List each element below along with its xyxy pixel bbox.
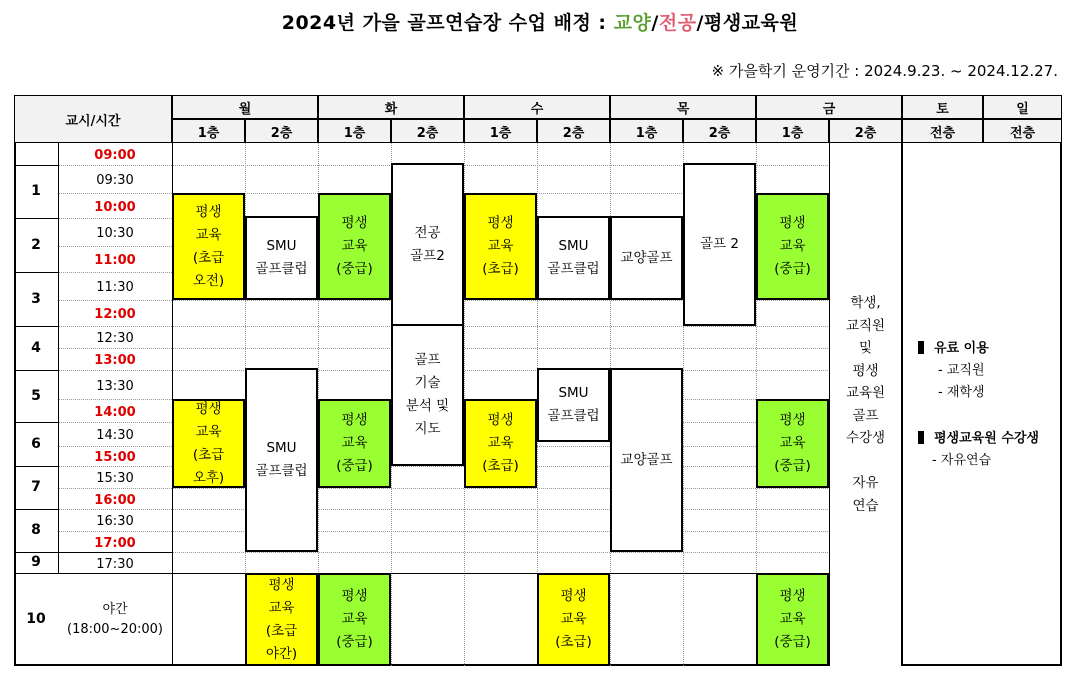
class-block	[391, 163, 464, 326]
time-label: 14:30	[96, 428, 134, 443]
grid-line	[58, 552, 902, 553]
period-number: 5	[31, 388, 41, 404]
class-block-line: 평생	[560, 588, 587, 604]
class-block	[318, 193, 391, 300]
class-block-line: (초급	[265, 622, 298, 639]
class-block-line: (중급)	[336, 458, 373, 474]
grid-line	[58, 165, 902, 166]
class-block	[537, 573, 610, 666]
time-label: 13:00	[94, 353, 136, 368]
class-block-line: (초급	[192, 446, 225, 463]
class-block-line: SMU	[266, 238, 297, 254]
class-block-line: 교육	[268, 599, 295, 616]
class-block-line: 평생	[779, 588, 806, 604]
title-cat-major: 전공	[658, 12, 697, 34]
class-block-line: 기술	[414, 375, 441, 391]
class-block-line: (초급)	[555, 634, 592, 650]
class-block	[245, 216, 318, 300]
grid-line	[58, 348, 902, 349]
class-block	[756, 573, 829, 666]
class-block-line: 야간)	[265, 645, 298, 662]
note-practice	[932, 450, 991, 472]
period-number: 7	[31, 479, 41, 495]
period-number: 9	[31, 554, 41, 570]
period-number: 10	[26, 611, 46, 627]
note-student-text: - 재학생	[938, 385, 985, 400]
free-practice-line: 평생	[852, 362, 879, 379]
free-practice-line: 및	[858, 340, 873, 356]
time-label: 12:00	[94, 307, 136, 322]
class-block-line: 교육	[779, 435, 806, 451]
title-sep: /	[651, 12, 659, 34]
class-block-line: 교육	[195, 226, 222, 243]
class-block-line: 분석 및	[405, 398, 450, 414]
free-practice-line: 수강생	[845, 430, 886, 446]
class-block	[245, 573, 318, 666]
class-block-line: 평생	[487, 215, 514, 231]
time-label: 14:00	[94, 405, 136, 420]
class-block-line: 교육	[341, 238, 368, 254]
free-practice-column	[829, 143, 902, 666]
class-block	[172, 193, 245, 300]
class-block-line: 평생	[779, 215, 806, 231]
header-day: 화	[318, 95, 464, 119]
class-block-line: 교육	[195, 423, 222, 440]
header-floor: 1층	[464, 119, 537, 143]
class-block-line: 교육	[341, 611, 368, 627]
evening-time	[58, 573, 172, 666]
time-label: 11:00	[94, 253, 136, 268]
class-block-line: 골프클럽	[255, 261, 308, 277]
class-block-line: (중급)	[774, 261, 811, 277]
class-block	[537, 216, 610, 300]
grid-line	[58, 509, 902, 510]
bullet-icon	[918, 341, 924, 354]
header-day: 토	[902, 95, 983, 119]
header-floor: 전층	[983, 119, 1062, 143]
header-day: 금	[756, 95, 902, 119]
header-floor: 1층	[756, 119, 829, 143]
time-label: 12:30	[96, 331, 134, 346]
class-block-line: 평생	[195, 400, 222, 417]
class-block	[172, 399, 245, 488]
grid-line	[58, 300, 902, 301]
note-staff-text: - 교직원	[938, 363, 985, 378]
class-block-line: 골프2	[410, 247, 445, 264]
free-practice-line: 골프	[852, 407, 879, 424]
class-block	[391, 324, 464, 466]
title-cat-liberal: 교양	[613, 12, 652, 34]
class-block-line: 평생	[487, 412, 514, 428]
title-main: 2024년 가을 골프연습장 수업 배정 :	[281, 12, 614, 34]
time-label: 17:00	[94, 536, 136, 551]
class-block-line: 평생	[195, 203, 222, 220]
class-block-line: (초급	[192, 249, 225, 266]
class-block	[318, 399, 391, 488]
time-label: 10:00	[94, 200, 136, 215]
class-block-line: 골프 2	[700, 236, 739, 252]
class-block-line: 골프클럽	[547, 261, 600, 277]
header-day: 목	[610, 95, 756, 119]
note-paid	[918, 338, 989, 360]
free-practice-line: 교육원	[845, 385, 886, 401]
class-block-line: 오후)	[192, 469, 225, 486]
grid-line	[58, 531, 902, 532]
class-block-line: 교양골프	[620, 249, 673, 266]
class-block-line: 지도	[414, 421, 441, 437]
header-floor: 2층	[829, 119, 902, 143]
class-block-line: 평생	[341, 588, 368, 604]
class-block-line: SMU	[558, 238, 589, 254]
class-block-line: (중급)	[774, 634, 811, 650]
time-label: 11:30	[96, 280, 134, 295]
time-label: 15:30	[96, 471, 134, 486]
class-block	[610, 368, 683, 552]
note-staff	[938, 360, 985, 382]
class-block	[537, 368, 610, 442]
class-block-line: 교육	[487, 435, 514, 451]
class-block-line: 교육	[341, 435, 368, 451]
class-block-line: 교육	[779, 611, 806, 627]
time-label: 16:30	[96, 514, 134, 529]
class-block-line: (중급)	[774, 458, 811, 474]
class-block-line: 평생	[779, 412, 806, 428]
time-label: 09:00	[94, 148, 136, 163]
class-block-line: SMU	[266, 440, 297, 456]
period-number: 2	[31, 237, 41, 253]
time-label: 15:00	[94, 450, 136, 465]
time-label: 09:30	[96, 173, 134, 188]
grid-line	[58, 326, 902, 327]
class-block	[610, 216, 683, 300]
class-block-line: 평생	[268, 576, 295, 593]
time-label: 10:30	[96, 226, 134, 241]
class-block	[464, 399, 537, 488]
header-day: 일	[983, 95, 1062, 119]
class-block-line: 전공	[414, 224, 441, 241]
class-block	[683, 163, 756, 326]
class-block	[756, 193, 829, 300]
class-block-line: 골프클럽	[547, 408, 600, 424]
time-label: 16:00	[94, 493, 136, 508]
class-block-line: 교육	[560, 611, 587, 627]
class-block-line: (중급)	[336, 261, 373, 277]
note-lifelong	[918, 428, 1039, 450]
free-practice-line: 자유	[852, 475, 879, 491]
class-block-line: (초급)	[482, 261, 519, 277]
time-label: 13:30	[96, 379, 134, 394]
evening-range: (18:00~20:00)	[67, 621, 163, 637]
class-block-line: (중급)	[336, 634, 373, 650]
free-practice-line: 연습	[852, 497, 879, 514]
class-block-line: 평생	[341, 412, 368, 428]
class-block	[318, 573, 391, 666]
free-practice-line: 교직원	[845, 317, 886, 334]
class-block-line: 오전)	[192, 272, 225, 289]
free-practice-line	[863, 450, 867, 473]
class-block	[464, 193, 537, 300]
grid-line	[58, 370, 902, 371]
period-number: 3	[31, 291, 41, 307]
class-block-line: 골프클럽	[255, 463, 308, 479]
class-block-line: 골프	[414, 352, 441, 368]
period-number: 8	[31, 522, 41, 538]
period-number: 4	[31, 340, 41, 356]
class-block-line: 교육	[779, 238, 806, 254]
header-floor: 2층	[245, 119, 318, 143]
class-block	[756, 399, 829, 488]
operation-period: ※ 가을학기 운영기간 : 2024.9.23. ~ 2024.12.27.	[711, 62, 1058, 80]
header-floor: 2층	[537, 119, 610, 143]
grid-line	[58, 488, 902, 489]
header-floor: 1층	[610, 119, 683, 143]
header-floor: 1층	[172, 119, 245, 143]
note-student	[938, 382, 985, 404]
header-period-time: 교시/시간	[14, 95, 172, 143]
header-day: 수	[464, 95, 610, 119]
class-block-line: 교양골프	[620, 451, 673, 468]
weekend-area	[902, 143, 1063, 666]
bullet-icon	[918, 431, 924, 444]
class-block	[245, 368, 318, 552]
period-number: 6	[31, 436, 41, 452]
class-block-line: 교육	[487, 238, 514, 254]
title-sep: /	[696, 12, 704, 34]
free-practice-line: 학생,	[850, 295, 881, 311]
note-paid-text: 유료 이용	[934, 341, 989, 356]
note-practice-text: - 자유연습	[932, 453, 992, 468]
header-floor: 2층	[391, 119, 464, 143]
title-cat-lifelong: 평생교육원	[703, 12, 799, 34]
class-block-line: 평생	[341, 215, 368, 231]
header-floor: 1층	[318, 119, 391, 143]
period-number: 1	[31, 183, 41, 199]
evening-label: 야간	[102, 601, 128, 617]
time-label: 17:30	[96, 557, 134, 572]
header-floor: 2층	[683, 119, 756, 143]
header-floor: 전층	[902, 119, 983, 143]
class-block-line: (초급)	[482, 458, 519, 474]
note-lifelong-text: 평생교육원 수강생	[934, 431, 1039, 446]
class-block-line: SMU	[558, 385, 589, 401]
header-day: 월	[172, 95, 318, 119]
